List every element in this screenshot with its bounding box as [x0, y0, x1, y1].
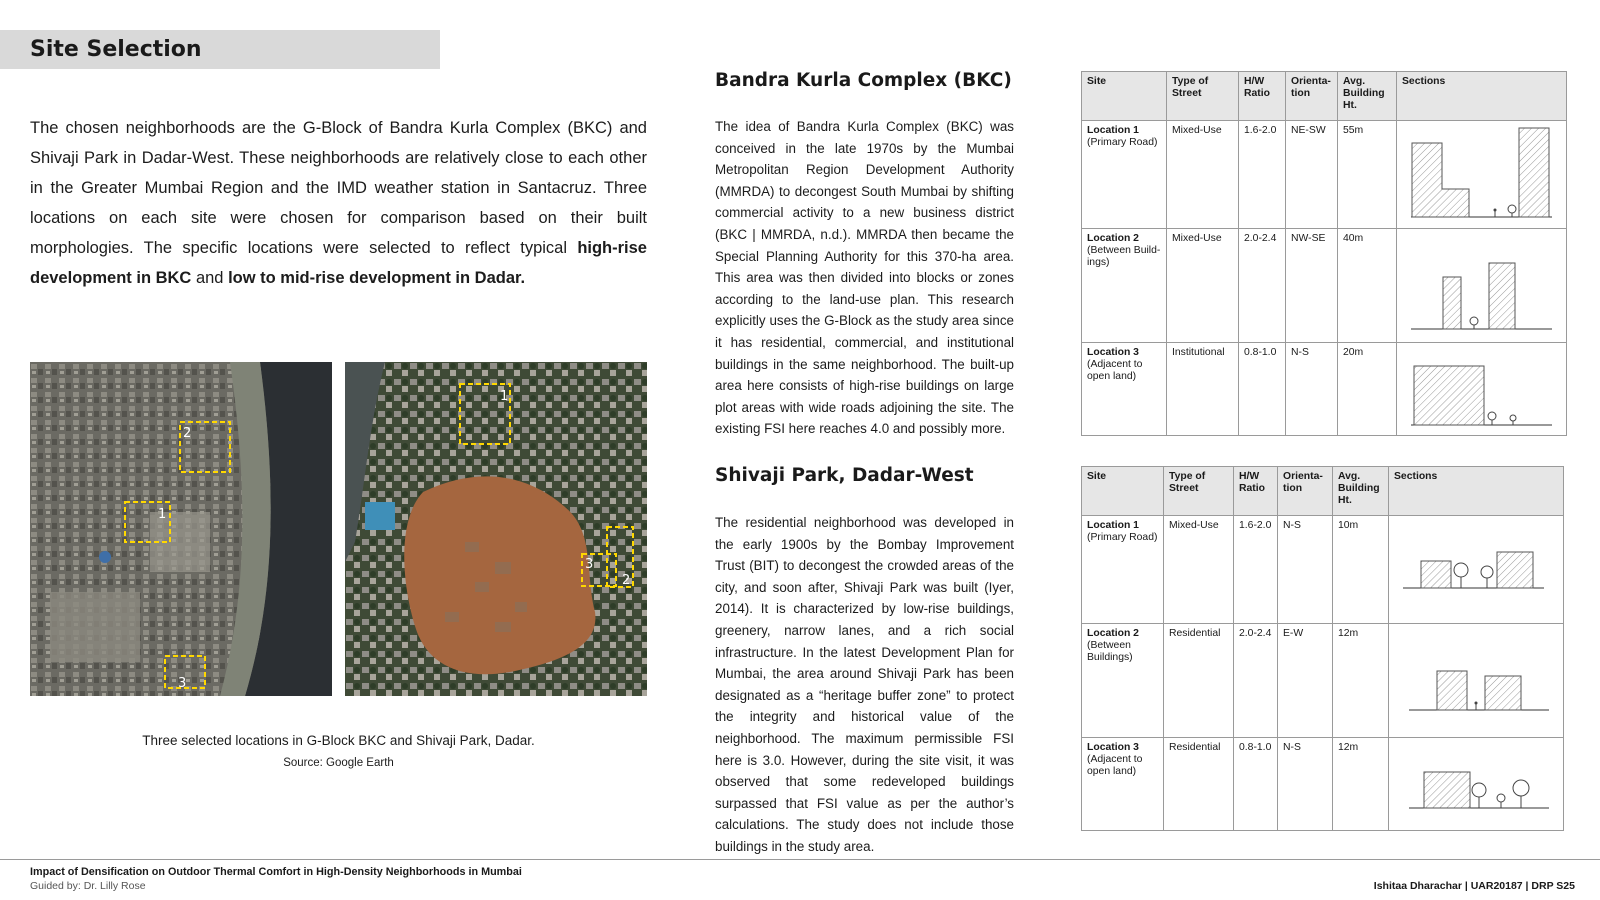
dadar-body: The residential neighborhood was developed in the early 1900s by the Bombay Improvement Trust (BIT) to decongest the crowded areas of the city, and soon after, Shivaji Park was built (Iyer, 2014). It is characterized by low-rise buildings, greenery, narrow lanes, and a rich social infrastructure. In the latest Development Plan for Mumbai, the area around Shivaji Park has been designated as a “heritage buffer zone” to protect the integrity and historical value of the neighborhood. The maximum permissible FSI here is 3.0. However, during the site visit, it was observed that some redeveloped buildings surpassed that FSI value as per the author’s calculations. The study does not include those buildings in the study area. [715, 515, 1014, 854]
dadar-heading: Shivaji Park, Dadar-West [715, 465, 974, 486]
col-sections: Sections [1389, 467, 1564, 516]
dadar-aerial-image [345, 362, 647, 696]
col-avg-height: Avg. Building Ht. [1338, 72, 1397, 121]
intro-bold-dadar: low to mid-rise development in Dadar. [228, 269, 526, 287]
table-row [1082, 516, 1564, 624]
avg-height: 55m [1338, 121, 1397, 229]
location-name: Location 3 [1087, 347, 1139, 358]
col-sections: Sections [1397, 72, 1567, 121]
location-desc: (Between Build-ings) [1087, 245, 1161, 268]
intro-paragraph [30, 113, 647, 293]
intro-bold-bkc: high-rise development in BKC [30, 239, 647, 287]
hw-ratio: 0.8-1.0 [1234, 738, 1278, 831]
aerial-figure [30, 362, 647, 696]
street-type: Institutional [1167, 343, 1239, 436]
orientation: N-S [1278, 516, 1333, 624]
table-row [1082, 738, 1564, 831]
orientation: N-S [1278, 738, 1333, 831]
intro-text: The chosen neighborhoods are the G-Block of Bandra Kurla Complex (BKC) and Shivaji Park in Dadar-West. These neighborhoods are relatively close to each other in the Greater Mumbai Region and the IMD weather station in Santacruz. Three locations on each site were chosen for comparison based on their built morphologies. The specific locations were selected to reflect typical [30, 119, 647, 257]
location-desc: (Between Buildings) [1087, 640, 1133, 663]
site-cell [1082, 738, 1164, 831]
col-hw: H/W Ratio [1239, 72, 1286, 121]
col-type: Type of Street [1164, 467, 1234, 516]
table-row [1082, 229, 1567, 343]
section-drawing [1389, 624, 1564, 738]
col-orientation: Orienta-tion [1286, 72, 1338, 121]
site-cell [1082, 516, 1164, 624]
hw-ratio: 0.8-1.0 [1239, 343, 1286, 436]
orientation: N-S [1286, 343, 1338, 436]
bkc-aerial-image [30, 362, 332, 696]
site-cell [1082, 229, 1167, 343]
orientation: NE-SW [1286, 121, 1338, 229]
site-cell [1082, 121, 1167, 229]
location-name: Location 1 [1087, 520, 1139, 531]
figure-source: Source: Google Earth [283, 757, 394, 769]
street-type: Mixed-Use [1167, 229, 1239, 343]
location-desc: (Adjacent to open land) [1087, 359, 1143, 382]
page-title: Site Selection [0, 30, 440, 69]
location-name: Location 3 [1087, 742, 1139, 753]
location-name: Location 1 [1087, 125, 1139, 136]
street-type: Mixed-Use [1164, 516, 1234, 624]
bkc-marker-1: 1 [158, 507, 167, 522]
figure-caption: Three selected locations in G-Block BKC and Shivaji Park, Dadar. [142, 733, 535, 748]
intro-text-and: and [191, 269, 229, 287]
location-name: Location 2 [1087, 628, 1139, 639]
col-orientation: Orienta-tion [1278, 467, 1333, 516]
dadar-marker-2: 2 [622, 573, 631, 588]
location-desc: (Primary Road) [1087, 137, 1158, 148]
dadar-site-table [1081, 466, 1564, 831]
location-desc: (Adjacent to open land) [1087, 754, 1143, 777]
col-hw: H/W Ratio [1234, 467, 1278, 516]
footer-title: Impact of Densification on Outdoor Thermal Comfort in High-Density Neighborhoods in Mumbai [30, 866, 522, 878]
section-drawing [1397, 121, 1567, 229]
orientation: NW-SE [1286, 229, 1338, 343]
site-cell [1082, 624, 1164, 738]
col-type: Type of Street [1167, 72, 1239, 121]
orientation: E-W [1278, 624, 1333, 738]
avg-height: 12m [1333, 624, 1389, 738]
street-type: Residential [1164, 624, 1234, 738]
hw-ratio: 1.6-2.0 [1239, 121, 1286, 229]
section-drawing [1397, 229, 1567, 343]
avg-height: 20m [1338, 343, 1397, 436]
avg-height: 10m [1333, 516, 1389, 624]
street-type: Residential [1164, 738, 1234, 831]
hw-ratio: 1.6-2.0 [1234, 516, 1278, 624]
col-site: Site [1082, 467, 1164, 516]
section-drawing [1389, 516, 1564, 624]
dadar-marker-3: 3 [585, 557, 594, 572]
location-name: Location 2 [1087, 233, 1139, 244]
bkc-body: The idea of Bandra Kurla Complex (BKC) was conceived in the late 1970s by the Mumbai Metropolitan Region Development Authority (MMRDA) to decongest South Mumbai by shifting commercial activity to a new business district (BKC | MMRDA, n.d.). MMRDA then became the Special Planning Authority for this 370-ha area. This area was then divided into blocks or zones according to the land-use plan. This research explicitly uses the G-Block as the study area since it has residential, commercial, and institutional buildings in the same neighborhood. The built-up area here consists of high-rise buildings on large plot areas with wide roads adjoining the site. The existing FSI here reaches 4.0 and possibly more. [715, 119, 1014, 437]
avg-height: 12m [1333, 738, 1389, 831]
footer-guide: Guided by: Dr. Lilly Rose [30, 880, 146, 892]
bkc-marker-2: 2 [183, 426, 192, 441]
section-drawing [1397, 343, 1567, 436]
col-site: Site [1082, 72, 1167, 121]
location-desc: (Primary Road) [1087, 532, 1158, 543]
table-row [1082, 343, 1567, 436]
street-type: Mixed-Use [1167, 121, 1239, 229]
bkc-heading: Bandra Kurla Complex (BKC) [715, 70, 1012, 91]
bkc-site-table [1081, 71, 1567, 436]
dadar-marker-1: 1 [500, 389, 509, 404]
col-avg-height: Avg. Building Ht. [1333, 467, 1389, 516]
footer-divider [0, 859, 1600, 860]
footer-author: Ishitaa Dharachar | UAR20187 | DRP S25 [1373, 880, 1575, 892]
table-row [1082, 624, 1564, 738]
site-cell [1082, 343, 1167, 436]
section-drawing [1389, 738, 1564, 831]
bkc-marker-3: 3 [178, 676, 187, 691]
table-row [1082, 121, 1567, 229]
avg-height: 40m [1338, 229, 1397, 343]
hw-ratio: 2.0-2.4 [1239, 229, 1286, 343]
hw-ratio: 2.0-2.4 [1234, 624, 1278, 738]
